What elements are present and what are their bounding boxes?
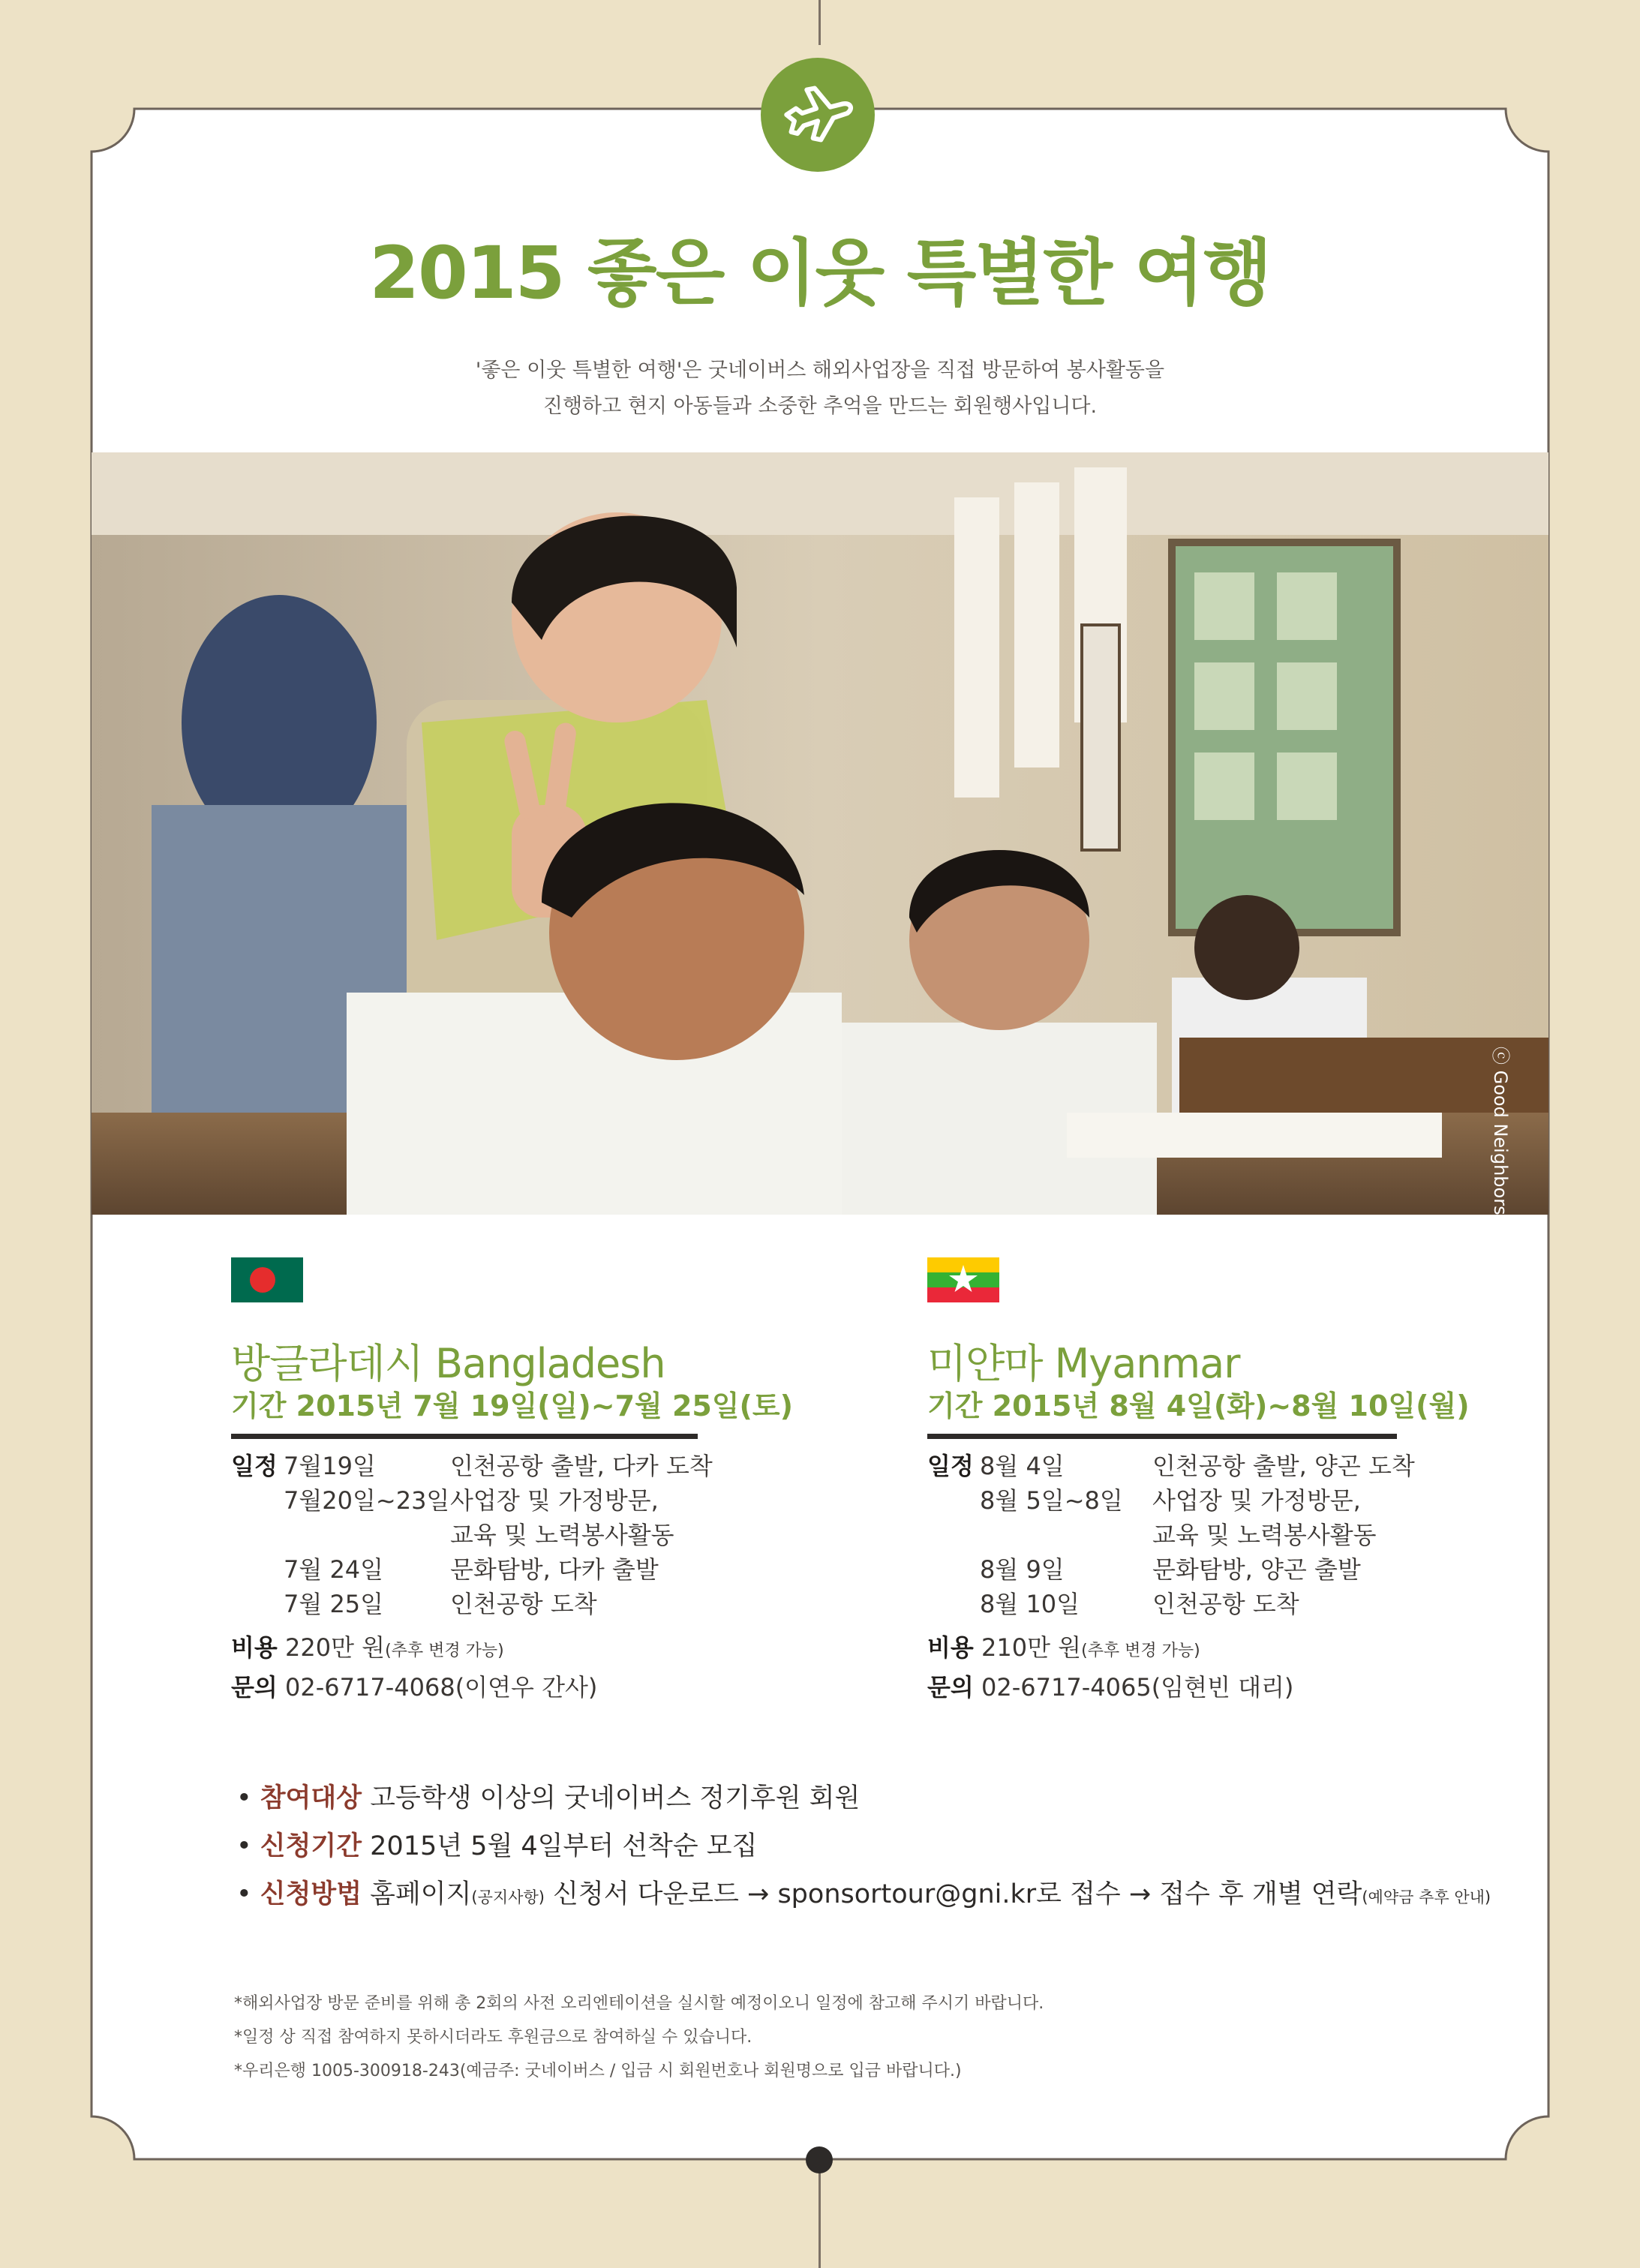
bangladesh-divider <box>231 1434 698 1439</box>
contact-label: 문의 <box>231 1673 278 1702</box>
schedule-date: 7월19일 <box>284 1452 376 1480</box>
intro-line-2: 진행하고 현지 아동들과 소중한 추억을 만드는 회원행사입니다. <box>542 395 1098 418</box>
detail-key: 참여대상 <box>260 1783 362 1813</box>
schedule-desc: 사업장 및 가정방문, <box>450 1486 659 1515</box>
detail-value: 홈페이지 <box>370 1879 472 1909</box>
schedule-row <box>231 1483 711 1518</box>
myanmar-title: 미얀마 Myanmar <box>927 1340 1240 1387</box>
myanmar-info <box>927 1630 1293 1705</box>
myanmar-period: 기간 2015년 8월 4일(화)~8월 10일(월) <box>927 1389 1470 1422</box>
schedule-desc: 문화탐방, 양곤 출발 <box>1152 1555 1361 1584</box>
detail-value-note: (예약금 추후 안내) <box>1362 1888 1491 1906</box>
cost-line <box>927 1630 1293 1669</box>
schedule-row <box>231 1518 711 1552</box>
cost-note: (추후 변경 가능) <box>385 1642 504 1660</box>
schedule-row <box>927 1449 1415 1483</box>
schedule-desc: 사업장 및 가정방문, <box>1152 1486 1361 1515</box>
schedule-date: 7월20일~23일 <box>284 1486 450 1515</box>
myanmar-divider <box>927 1434 1397 1439</box>
page-title: 2015 좋은 이웃 특별한 여행 <box>369 231 1271 315</box>
detail-value-rest: 신청서 다운로드 → sponsortour@gni.kr로 접수 → 접수 후 개별 연락 <box>544 1879 1362 1909</box>
contact-line <box>231 1669 597 1705</box>
detail-item: • 신청기간 2015년 5월 4일부터 선착순 모집 <box>236 1831 758 1861</box>
cost-value: 220만 원 <box>285 1633 386 1662</box>
contact-value: 02-6717-4065(임현빈 대리) <box>981 1673 1294 1702</box>
schedule-row <box>231 1587 711 1621</box>
schedule-desc: 인천공항 출발, 양곤 도착 <box>1152 1452 1415 1480</box>
myanmar-flag-icon <box>927 1257 999 1302</box>
contact-value: 02-6717-4068(이연우 간사) <box>285 1673 598 1702</box>
footnotes <box>234 1987 1044 2088</box>
schedule-date: 8월 10일 <box>980 1590 1080 1618</box>
detail-value: 2015년 5월 4일부터 선착순 모집 <box>370 1831 758 1861</box>
schedule-row <box>927 1518 1407 1552</box>
travel-badge <box>761 58 875 172</box>
schedule-desc: 인천공항 도착 <box>450 1590 597 1618</box>
cost-line <box>231 1630 597 1669</box>
schedule-desc: 인천공항 출발, 다카 도착 <box>450 1452 713 1480</box>
participation-details <box>236 1774 1491 1921</box>
myanmar-schedule <box>927 1449 1415 1621</box>
detail-item: • 신청방법 홈페이지(공지사항) 신청서 다운로드 → sponsortour@gni.kr로 접수 → 접수 후 개별 연락(예약금 추후 안내) <box>236 1879 1491 1909</box>
footnote: *우리은행 1005-300918-243(예금주: 굿네이버스 / 입금 시 회원번호나 회원명으로 입금 바랍니다.) <box>234 2062 962 2080</box>
contact-line <box>927 1669 1293 1705</box>
schedule-date: 8월 5일~8일 <box>980 1486 1123 1515</box>
detail-key: 신청기간 <box>260 1831 362 1861</box>
schedule-date: 7월 24일 <box>284 1555 384 1584</box>
schedule-row <box>927 1483 1407 1518</box>
detail-item: • 참여대상 고등학생 이상의 굿네이버스 정기후원 회원 <box>236 1783 861 1813</box>
bangladesh-period: 기간 2015년 7월 19일(일)~7월 25일(토) <box>231 1389 794 1422</box>
detail-value-note: (공지사항) <box>471 1888 545 1906</box>
schedule-desc: 교육 및 노력봉사활동 <box>450 1521 674 1549</box>
classroom-photo-illustration <box>92 452 1548 1215</box>
schedule-desc: 인천공항 도착 <box>1152 1590 1299 1618</box>
detail-value: 고등학생 이상의 굿네이버스 정기후원 회원 <box>370 1783 861 1813</box>
schedule-row <box>927 1587 1407 1621</box>
schedule-desc: 교육 및 노력봉사활동 <box>1152 1521 1377 1549</box>
schedule-date: 8월 4일 <box>980 1452 1065 1480</box>
intro-text <box>0 353 1640 425</box>
hero-photo <box>92 452 1548 1215</box>
cost-label: 비용 <box>231 1633 278 1662</box>
schedule-label: 일정 <box>927 1452 974 1480</box>
schedule-desc: 문화탐방, 다카 출발 <box>450 1555 659 1584</box>
footnote: *일정 상 직접 참여하지 못하시더라도 후원금으로 참여하실 수 있습니다. <box>234 2028 752 2047</box>
bangladesh-flag-icon <box>231 1257 303 1302</box>
schedule-date: 7월 25일 <box>284 1590 384 1618</box>
schedule-row <box>231 1449 711 1483</box>
footnote: *해외사업장 방문 준비를 위해 총 2회의 사전 오리엔테이션을 실시할 예정이오니 일정에 참고해 주시기 바랍니다. <box>234 1994 1044 2013</box>
cost-label: 비용 <box>927 1633 974 1662</box>
schedule-row <box>231 1552 711 1587</box>
schedule-label: 일정 <box>231 1452 278 1480</box>
cost-value: 210만 원 <box>981 1633 1082 1662</box>
intro-line-1: '좋은 이웃 특별한 여행'은 굿네이버스 해외사업장을 직접 방문하여 봉사활동을 <box>475 359 1165 382</box>
bangladesh-info <box>231 1630 597 1705</box>
contact-label: 문의 <box>927 1673 974 1702</box>
bangladesh-schedule <box>231 1449 711 1621</box>
cost-note: (추후 변경 가능) <box>1081 1642 1200 1660</box>
airplane-icon <box>779 76 857 154</box>
detail-key: 신청방법 <box>260 1879 362 1909</box>
photo-credit: ⓒ Good Neighbors <box>1490 1047 1511 1215</box>
schedule-row <box>927 1552 1407 1587</box>
schedule-date: 8월 9일 <box>980 1555 1065 1584</box>
bangladesh-title: 방글라데시 Bangladesh <box>231 1340 665 1387</box>
